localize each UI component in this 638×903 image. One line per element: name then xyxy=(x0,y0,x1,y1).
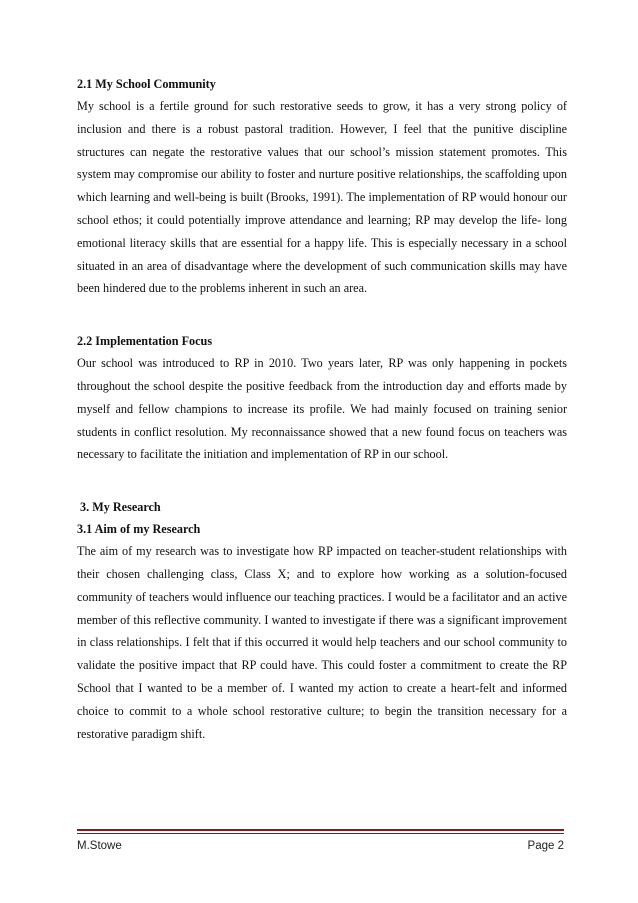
paragraph-aim-of-research: The aim of my research was to investigate how RP impacted on teacher-student relationships with their chosen challenging class, Class X; and to explore how working as a solution-focused community of teachers would influence our teaching practices. I would be a facilitator and an active member of this reflective community. I wanted to investigate if there was a significant improvement in class relationships. I felt that if this occurred it would help teachers and our school community to validate the positive impact that RP could have. This could foster a commitment to create the RP School that I wanted to be a member of. I wanted my action to create a heart-felt and informed choice to commit to a whole school restorative culture; to begin the transition necessary for a restorative paradigm shift. xyxy=(77,544,567,741)
heading-my-research: 3. My Research xyxy=(77,500,161,515)
footer-divider-thick xyxy=(77,829,564,831)
heading-implementation-focus: 2.2 Implementation Focus xyxy=(77,334,213,349)
page-footer xyxy=(77,840,564,852)
spacer xyxy=(77,466,567,496)
paragraph-school-community: My school is a fertile ground for such restorative seeds to grow, it has a very strong policy of inclusion and there is a robust pastoral tradition. However, I feel that the punitive discipline structures can negate the restorative values that our school’s mission statement promotes. This system may compromise our ability to foster and nurture positive relationships, the scaffolding upon which learning and well-being is built (Brooks, 1991). The implementation of RP would honour our school ethos; it could potentially improve attendance and learning; RP may develop the life- long emotional literacy skills that are essential for a happy life. This is especially necessary in a school situated in an area of disadvantage where the development of such communication skills may have been hindered due to the problems inherent in such an area. xyxy=(77,99,567,296)
page-content xyxy=(77,73,567,745)
footer-author: M.Stowe xyxy=(77,840,122,852)
heading-school-community: 2.1 My School Community xyxy=(77,77,216,91)
spacer xyxy=(77,300,567,330)
paragraph-implementation-focus: Our school was introduced to RP in 2010. Two years later, RP was only happening in pockets throughout the school despite the positive feedback from the introduction day and efforts made by myself and fellow champions to increase its profile. We had mainly focused on training senior students in conflict resolution. My reconnaissance showed that a new found focus on teachers was necessary to facilitate the initiation and implementation of RP in our school. xyxy=(77,356,567,462)
heading-aim-of-research: 3.1 Aim of my Research xyxy=(77,522,201,537)
footer-divider-thin xyxy=(77,833,564,834)
footer-page-number: Page 2 xyxy=(527,840,564,852)
